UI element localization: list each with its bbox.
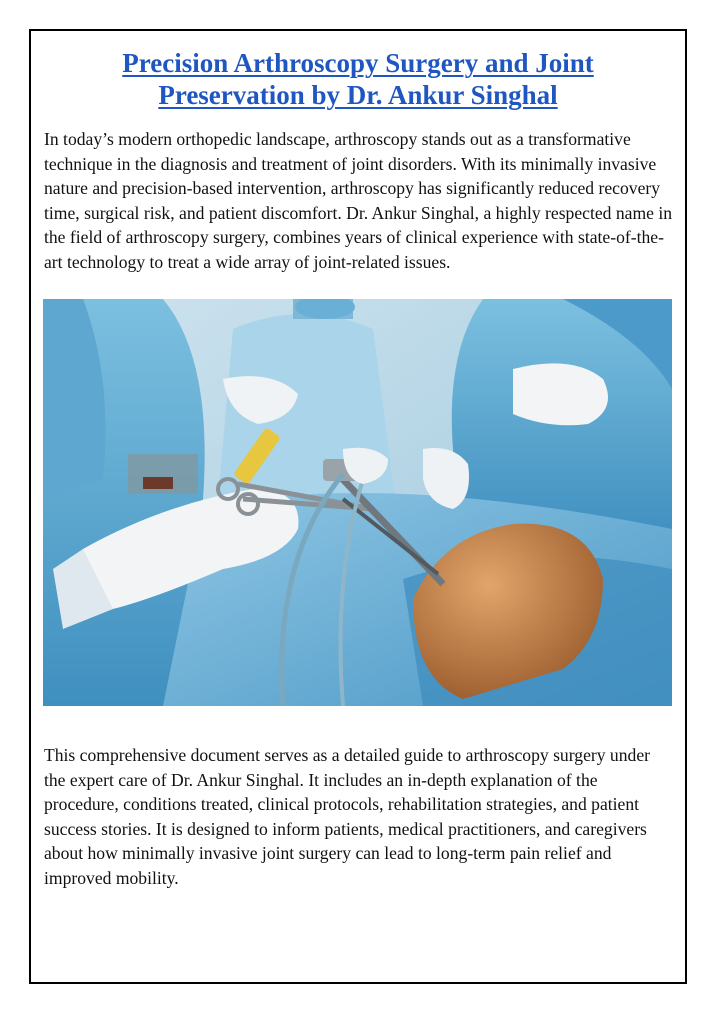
summary-paragraph: This comprehensive document serves as a detailed guide to arthroscopy surgery under the expert care of Dr. Ankur Singhal. It includes an in-depth explanation of the procedure, conditions treated, clinical protocols, rehabilitation strategies, and patient success stories. It is designed to inform patients, medical practitioners, and caregivers about how minimally invasive joint surgery can lead to long-term pain relief and improved mobility. xyxy=(44,745,650,888)
document-page xyxy=(29,29,687,984)
intro-paragraph: In today’s modern orthopedic landscape, arthroscopy stands out as a transformative technique in the diagnosis and treatment of joint disorders. With its minimally invasive nature and precision-based intervention, arthroscopy has significantly reduced recovery time, surgical risk, and patient discomfort. Dr. Ankur Singhal, a highly respected name in the field of arthroscopy surgery, combines years of clinical experience with state-of-the-art technology to treat a wide array of joint-related issues. xyxy=(44,129,673,272)
title-line-1: Precision Arthroscopy Surgery and Joint xyxy=(122,48,594,78)
title-link[interactable] xyxy=(31,47,685,111)
arthroscopy-surgery-photo xyxy=(43,299,672,706)
surgery-illustration xyxy=(43,299,672,706)
document-title[interactable] xyxy=(31,47,685,111)
title-line-2: Preservation by Dr. Ankur Singhal xyxy=(158,80,558,110)
